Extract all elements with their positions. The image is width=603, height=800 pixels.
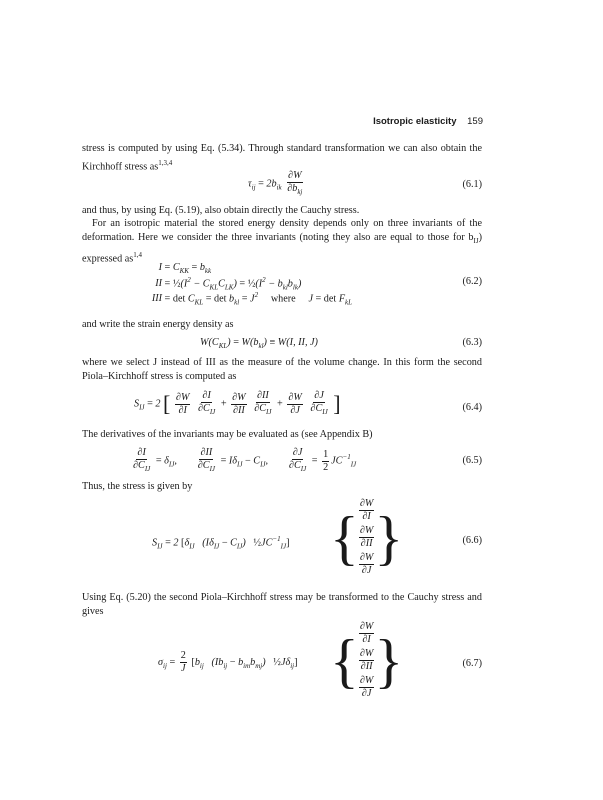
equation-label: (6.5) (462, 455, 482, 466)
paragraph-6 (82, 428, 482, 442)
paragraph-5 (82, 356, 482, 384)
paragraph-2 (82, 204, 482, 218)
equation-6-7: $\sigma_{ij}$ = $\frac{2}{J}$ [$b_{ij}$ $(Ib_{ij} - b_{im}b_{mj})$ $\frac{1}{2}J\delta_{ij}$] { $\frac{\partial W}{\partial I}$ $\frac{\partial W}{\partial II}$ $\frac{\partial W}{\partial J}$ } (6.7) (158, 621, 482, 699)
citation-1: 1,3,4 (158, 159, 173, 167)
paragraph-6-text: The derivatives of the invariants may be evaluated as (see Appendix B) (82, 429, 373, 440)
citation-2: 1,4 (133, 251, 142, 260)
paragraph-7-text: Thus, the stress is given by (82, 481, 193, 492)
equation-6-2: $I = C_{KK} = b_{kk}$ II = $\frac{1}{2}(I^2 - C_{KL}C_{LK})$ = $\frac{1}{2}(I^2 - b_{kl}b_{lk})$ III = $\det C_{KL} = \det b_{kl} = J^2$ where $J = \det F_{kL}$ (6.2) (151, 262, 482, 307)
running-header (373, 116, 483, 127)
paragraph-8 (82, 591, 482, 619)
paragraph-5-text: where we select J instead of III as the measure of the volume change. In this form the second Piola–Kirchhoff stress is computed as (82, 357, 482, 382)
equation-label: (6.7) (462, 658, 482, 669)
equation-label: (6.3) (462, 337, 482, 348)
paragraph-3-tail: ) expressed as (82, 232, 482, 265)
paragraph-7 (82, 480, 482, 494)
paragraph-3: For an isotropic material the stored energy density depends only on three invariants of the deformation. Here we consider the three invariants (noting they also are equal to those for $b_{IJ}$) expressed as$^{1,4}$ (82, 218, 482, 265)
paragraph-3-text: For an isotropic material the stored energy density depends only on three invariants of the deformation. Here we consider the three invariants (noting they also are equal to those for b (82, 218, 482, 243)
paragraph-1-text: stress is computed by using Eq. (5.34). Through standard transformation we can also obtain the Kirchhoff stress as (82, 143, 482, 173)
equation-label: (6.2) (462, 276, 482, 287)
paragraph-4 (82, 318, 482, 332)
paragraph-4-text: and write the strain energy density as (82, 319, 234, 330)
paragraph-2-text: and thus, by using Eq. (5.19), also obtain directly the Cauchy stress. (82, 205, 360, 216)
header-title: Isotropic elasticity (373, 116, 457, 127)
page-number: 159 (467, 116, 483, 127)
equation-label: (6.4) (462, 402, 482, 413)
paragraph-8-text: Using Eq. (5.20) the second Piola–Kirchhoff stress may be transformed to the Cauchy stress and gives (82, 592, 482, 617)
page: Isotropic elasticity 159 stress is computed by using Eq. (5.34). Through standard transformation we can also obtain the Kirchhoff stress as$^{1,3,4}$ $\tau_{ij} = 2b_{ik}$ $\frac{\partial W}{\partial b_{kj}}$ (6.1) and thus, by using Eq. (5.19), also obtain directly the Cauchy stress. For an isotropic material the stored energy density depends only on three invariants of the deformation. Here we consider the three invariants (noting they also are equal to those for $b_{IJ}$) expressed as$^{1,4}$ $I = C_{KK} = b_{kk}$ II = $\frac{1}{2}(I^2 - C_{KL}C_{LK})$ = $\frac{1}{2}(I^2 - b_{kl}b_{lk})$ III = $\det C_{KL} = \det b_{kl} = J^2$ where $J = \det F_{kL}$ (6.2) and write the strain energy density as $W(C_{KL}) = W(b_{kl}) \equiv W(I$, II, J) (6.3) where we select J instead of III as the measure of the volume change. In this form the second Piola–Kirchhoff stress is computed as $S_{IJ} = 2$ [ $\frac{\partial W}{\partial I}$ $\frac{\partial I}{\partial C_{IJ}}$ + $\frac{\partial W}{\partial II}$ $\frac{\partial II}{\partial C_{IJ}}$ + $\frac{\partial W}{\partial J}$ $\frac{\partial J}{\partial C_{IJ}}$ ] (6.4) The derivatives of the invariants may be evaluated as (see Appendix B) $\frac{\partial I}{\partial C_{IJ}}$ = $\delta_{IJ}$, $\frac{\partial II}{\partial C_{IJ}}$ = $I\delta_{IJ} - C_{IJ}$, $\frac{\partial J}{\partial C_{IJ}}$ = $\frac{1}{2}$ $JC^{-1}_{IJ}$ (6.5) Thus, the stress is given by $S_{IJ} = 2$ [$\delta_{IJ}$ $(I\delta_{IJ} - C_{IJ})$ $\frac{1}{2}JC^{-1}_{IJ}$] { $\frac{\partial W}{\partial I}$ $\frac{\partial W}{\partial II}$ $\frac{\partial W}{\partial J}$ } (6.6) Using Eq. (5.20) the second Piola–Kirchhoff stress may be transformed to the Cauchy stress and gives $\sigma_{ij}$ = $\frac{2}{J}$ [$b_{ij}$ $(Ib_{ij} - b_{im}b_{mj})$ $\frac{1}{2}J\delta_{ij}$] { $\frac{\partial W}{\partial I}$ $\frac{\partial W}{\partial II}$ $\frac{\partial W}{\partial J}$ } (6.7) (0, 0, 603, 800)
where-word: where (270, 293, 296, 305)
equation-6-6: $S_{IJ} = 2$ [$\delta_{IJ}$ $(I\delta_{IJ} - C_{IJ})$ $\frac{1}{2}JC^{-1}_{IJ}$] { $\frac{\partial W}{\partial I}$ $\frac{\partial W}{\partial II}$ $\frac{\partial W}{\partial J}$ } (6.6) (152, 498, 482, 576)
equation-label: (6.6) (462, 535, 482, 546)
equation-label: (6.1) (462, 179, 482, 190)
